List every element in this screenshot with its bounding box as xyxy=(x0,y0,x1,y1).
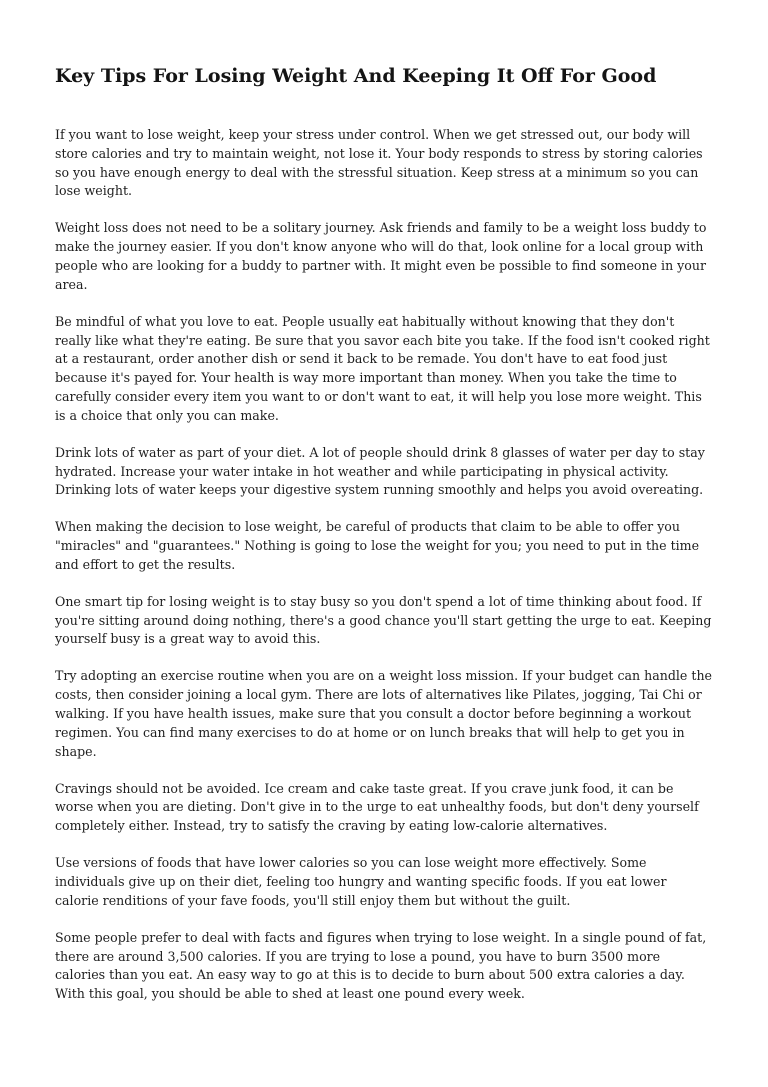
paragraph-cravings: Cravings should not be avoided. Ice cream and cake taste great. If you crave junk food, it can be worse when you are dieting. Don't give in to the urge to eat unhealthy foods, but don't deny yourself completely either. Instead, try to satisfy the craving by eating low-calorie alternatives. xyxy=(55,780,699,834)
document-body xyxy=(55,126,714,1004)
paragraph-mindful-eating: Be mindful of what you love to eat. People usually eat habitually without knowing that they don't really like what they're eating. Be sure that you savor each bite you take. If the food isn't cooked right at a restaurant, order another dish or send it back to be remade. You don't have to eat food just because it's payed for. Your health is way more important than money. When you take the time to carefully consider every item you want to or don't want to eat, it will help you lose more weight. This is a choice that only you can make. xyxy=(55,313,710,423)
document-title: Key Tips For Losing Weight And Keeping It Off For Good xyxy=(55,65,657,87)
paragraph-stress: If you want to lose weight, keep your stress under control. When we get stressed out, our body will store calories and try to maintain weight, not lose it. Your body responds to stress by storing calories so you have enough energy to deal with the stressful situation. Keep stress at a minimum so you can lose weight. xyxy=(55,127,703,199)
paragraph-lower-calories: Use versions of foods that have lower calories so you can lose weight more effectively. Some individuals give up on their diet, feeling too hungry and wanting specific foods. If you eat lower calorie renditions of your fave foods, you'll still enjoy them but without the guilt. xyxy=(55,855,667,908)
paragraph-miracles: When making the decision to lose weight, be careful of products that claim to be able to offer you "miracles" and "guarantees." Nothing is going to lose the weight for you; you need to put in the time and effort to get the results. xyxy=(55,519,700,572)
paragraph-water: Drink lots of water as part of your diet. A lot of people should drink 8 glasses of water per day to stay hydrated. Increase your water intake in hot weather and while participating in physical activity. Drinking lots of water keeps your digestive system running smoothly and helps you avoid overeating. xyxy=(55,444,705,498)
paragraph-facts-figures: Some people prefer to deal with facts and figures when trying to lose weight. In a single pound of fat, there are around 3,500 calories. If you are trying to lose a pound, you have to burn 3500 more calories than you eat. An easy way to go at this is to decide to burn about 500 extra calories a day. With this goal, you should be able to shed at least one pound every week. xyxy=(55,929,707,1002)
paragraph-exercise: Try adopting an exercise routine when you are on a weight loss mission. If your budget can handle the costs, then consider joining a local gym. There are lots of alternatives like Pilates, jogging, Tai Chi or walking. If you have health issues, make sure that you consult a doctor before beginning a workout regimen. You can find many exercises to do at home or on lunch breaks that will help to get you in shape. xyxy=(55,668,713,759)
paragraph-stay-busy: One smart tip for losing weight is to stay busy so you don't spend a lot of time thinking about food. If you're sitting around doing nothing, there's a good chance you'll start getting the urge to eat. Keeping yourself busy is a great way to avoid this. xyxy=(55,593,712,647)
paragraph-buddy: Weight loss does not need to be a solitary journey. Ask friends and family to be a weight loss buddy to make the journey easier. If you don't know anyone who will do that, look online for a local group with people who are looking for a buddy to partner with. It might even be possible to find someone in your area. xyxy=(55,220,707,292)
